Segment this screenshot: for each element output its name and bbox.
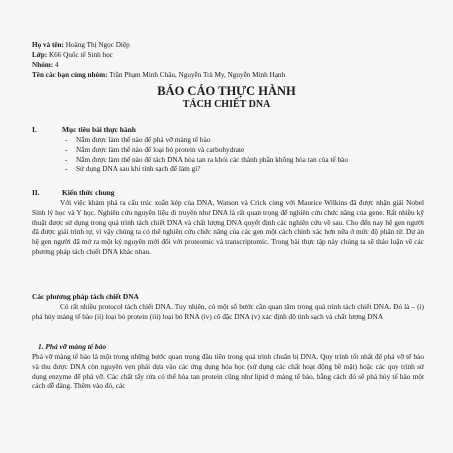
methods-paragraph: Có rất nhiều protocol tách chiết DNA. Tuy nhiên, có một số bước cần quan tâm trong quá trình tách chiết DNA. Đó là – (i) phá hủy màng tế bào (ii) loại bỏ protein (iii) loại bỏ RNA (iv) cô đặc DNA (v) xác định độ tinh sạch và chất lượng DNA: [32, 302, 424, 321]
section-2-number: II.: [32, 188, 40, 197]
section-1-title: Mục tiêu bài thực hành: [62, 125, 136, 134]
name-row: [32, 40, 285, 50]
group-value: 4: [53, 61, 59, 69]
group-label: Nhóm:: [32, 61, 54, 69]
section-1-heading: [32, 125, 136, 134]
section-1-number: I.: [32, 125, 37, 134]
group-row: [32, 60, 285, 70]
objectives-list: [65, 135, 405, 174]
methods-heading: Các phương pháp tách chiết DNA: [32, 292, 139, 301]
student-info: [32, 40, 285, 80]
list-item: - Nắm được làm thế nào để loại bỏ protein và carbohydrate: [65, 145, 405, 155]
list-item: - Nắm được làm thế nào để phá vỡ màng tế bào: [65, 135, 405, 145]
subsection-1-heading: 1. Phá vỡ màng tế bào: [38, 342, 107, 351]
list-item: - Sử dụng DNA sau khi tinh sạch để làm gì?: [65, 164, 405, 174]
members-row: [32, 70, 285, 80]
members-label: Tên các bạn cùng nhóm:: [32, 71, 108, 79]
class-value: K66 Quốc tế Sinh học: [47, 51, 113, 59]
name-label: Họ và tên:: [32, 41, 64, 49]
report-title: BÁO CÁO THỰC HÀNH: [157, 84, 296, 98]
members-value: Trần Phạm Minh Châu, Nguyễn Trà My, Nguyễn Minh Hạnh: [107, 71, 286, 79]
class-label: Lớp:: [32, 51, 48, 59]
name-value: Hoàng Thị Ngọc Diệp: [63, 41, 130, 49]
report-subtitle: TÁCH CHIẾT DNA: [182, 99, 271, 110]
section-2-title: Kiến thức chung: [62, 188, 115, 197]
general-knowledge-paragraph: Với việc khám phá ra cấu trúc xoắn kép của DNA, Watson và Crick cùng với Maurice Wilkins đã được nhận giải Nobel Sinh lý học và Y học. Nghiên cứu nguyên liệu di truyền như DNA là rất quan trọng để nghiên cứu chức năng của gene. Rất nhiều kỹ thuật được sử dụng trong quá trình tách chiết DNA và chất lượng DNA quyết định các nghiên cứu về sau. Cho đến nay hệ gen người đã được giải trình tự, vì vậy chúng ta có thể nghiên cứu chức năng của các gen một cách chính xác hơn nữa ở mức độ phân tử. Dự án hệ gen người đã mở ra một kỷ nguyên mới đối với proteomic và transcriptomic. Trong bài thực tập này chúng ta sẽ thảo luận về các phương pháp tách chiết DNA khác nhau.: [32, 198, 424, 256]
subsection-1-paragraph: Phá vỡ màng tế bào là một trong những bước quan trọng đầu tiên trong quá trình chuẩn bị DNA. Quy trình tốt nhất để phá vỡ tế bào và thu được DNA còn nguyên vẹn phải dựa vào các ứng dụng hóa học (sử dụng các chất hoạt động bề mặt) hoặc các quy trình sử dụng enzyme để phá vỡ. Các chất tẩy rửa có thể hòa tan protein cũng như lipid ở màng tế bào, bằng cách đó sẽ phá hủy tế bào một cách dễ dàng. Thêm vào đó, các: [32, 352, 424, 391]
list-item: - Nắm được làm thế nào để tách DNA hòa tan ra khỏi các thành phần không hòa tan của tế bào: [65, 155, 405, 165]
section-2-heading: [32, 188, 114, 197]
class-row: [32, 50, 285, 60]
